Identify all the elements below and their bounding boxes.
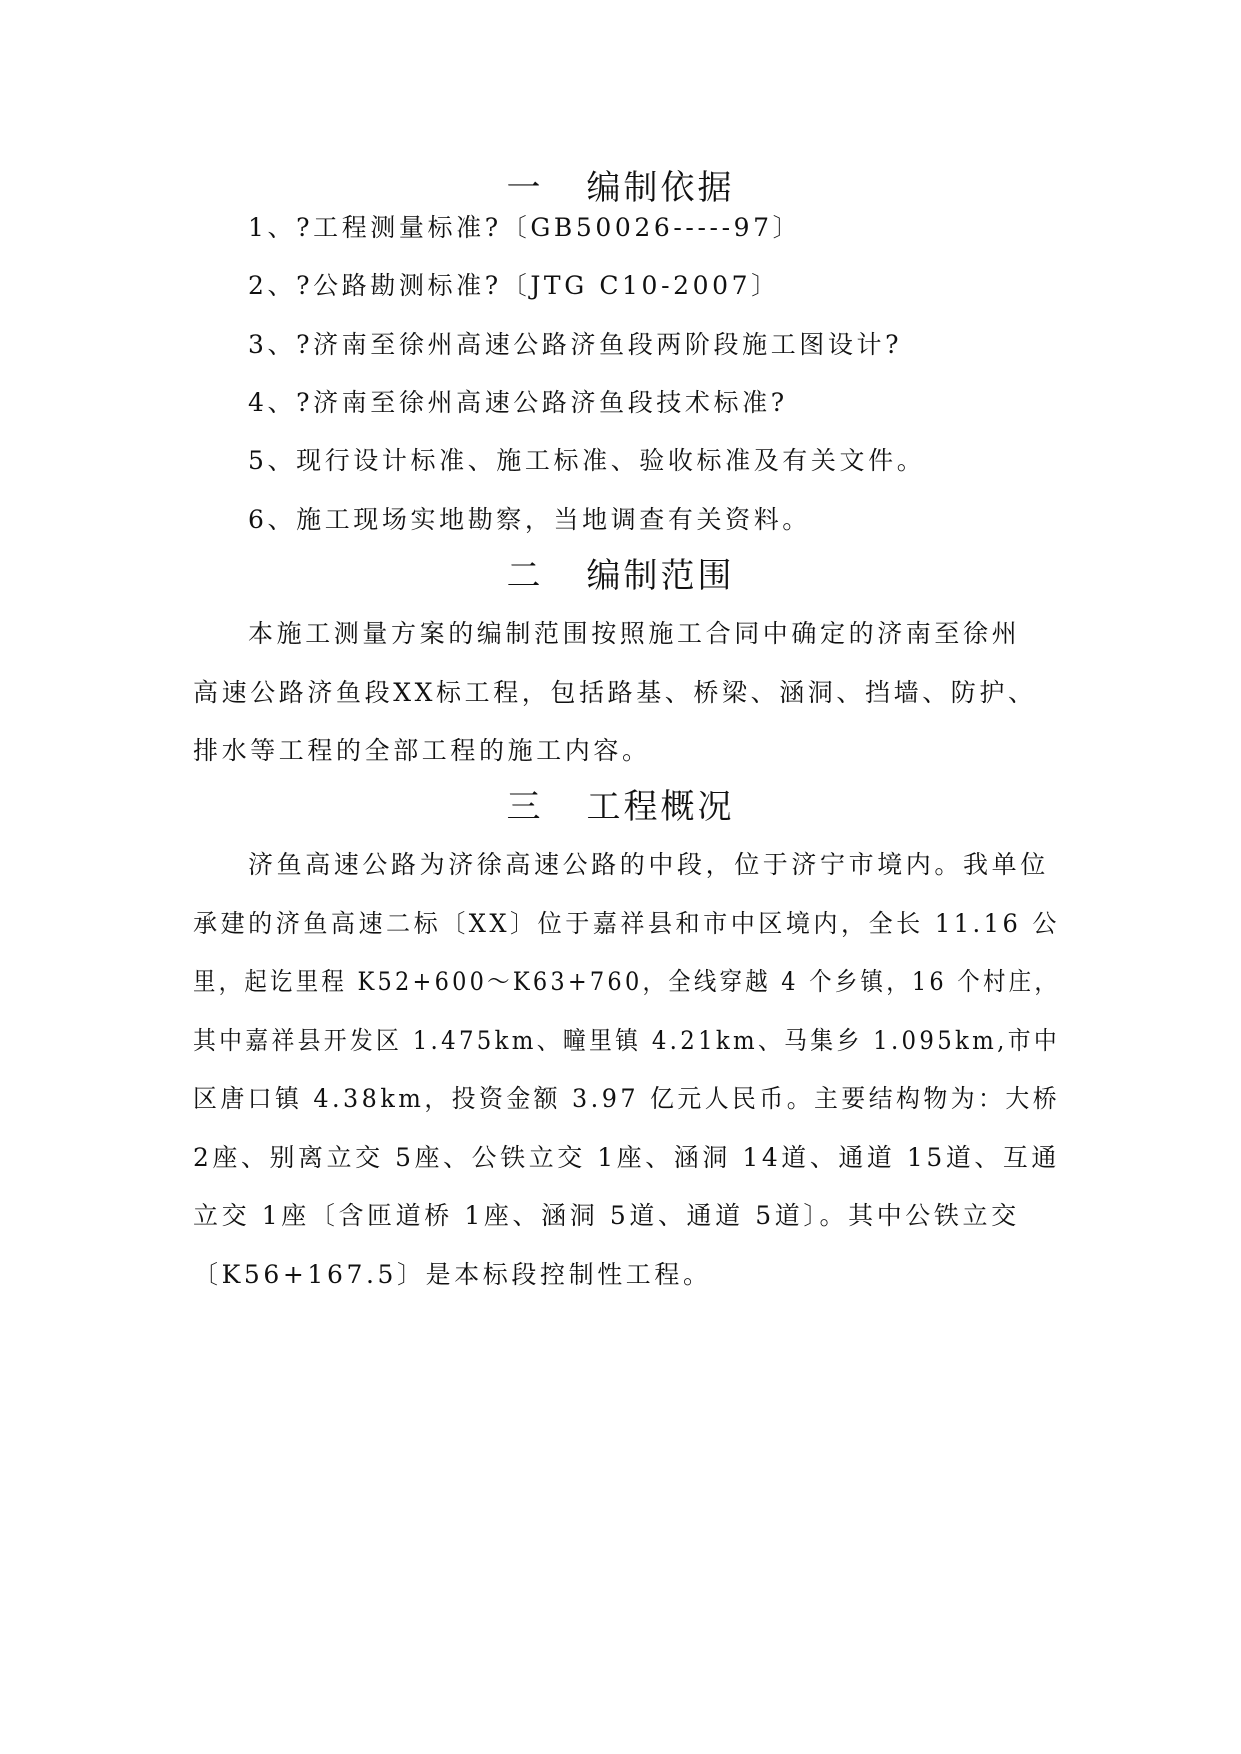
basis-item-4: 4、?济南至徐州高速公路济鱼段技术标准? [248,388,788,417]
section-2-number: 二 [506,556,544,596]
overview-line-6: 2座、别离立交 5座、公铁立交 1座、涵洞 14道、通道 15道、互通 [193,1143,1060,1172]
scope-line-1: 本施工测量方案的编制范围按照施工合同中确定的济南至徐州 [248,619,1021,648]
overview-line-2: 承建的济鱼高速二标〔XX〕位于嘉祥县和市中区境内，全长 11.16 公 [193,909,1060,938]
section-3-heading [0,779,1241,828]
section-1-number: 一 [506,168,544,208]
overview-line-5: 区唐口镇 4.38km，投资金额 3.97 亿元人民币。主要结构物为：大桥 [193,1084,1061,1113]
section-3-title: 工程概况 [586,787,735,827]
overview-line-3: 里，起讫里程 K52+600～K63+760，全线穿越 4 个乡镇，16 个村庄， [193,967,1061,996]
basis-item-1: 1、?工程测量标准?〔GB50026-----97〕 [248,213,802,242]
section-3-number: 三 [506,787,544,827]
basis-item-5: 5、现行设计标准、施工标准、验收标准及有关文件。 [248,446,926,475]
scope-line-3: 排水等工程的全部工程的施工内容。 [193,736,651,765]
section-2-heading [0,548,1241,597]
basis-item-3: 3、?济南至徐州高速公路济鱼段两阶段施工图设计? [248,330,903,359]
section-1-heading [0,160,1241,209]
scope-line-2: 高速公路济鱼段XX标工程，包括路基、桥梁、涵洞、挡墙、防护、 [193,678,1037,707]
overview-line-4: 其中嘉祥县开发区 1.475km、疃里镇 4.21km、马集乡 1.095km,市中 [193,1026,1060,1055]
section-1-title: 编制依据 [586,168,735,208]
section-2-title: 编制范围 [586,556,735,596]
basis-item-2: 2、?公路勘测标准?〔JTG C10-2007〕 [248,271,780,300]
basis-item-6: 6、施工现场实地勘察，当地调查有关资料。 [248,505,811,534]
overview-line-1: 济鱼高速公路为济徐高速公路的中段，位于济宁市境内。我单位 [248,850,1049,879]
overview-line-8: 〔K56+167.5〕是本标段控制性工程。 [193,1260,712,1289]
overview-line-7: 立交 1座〔含匝道桥 1座、涵洞 5道、通道 5道〕。其中公铁立交 [193,1201,1020,1230]
